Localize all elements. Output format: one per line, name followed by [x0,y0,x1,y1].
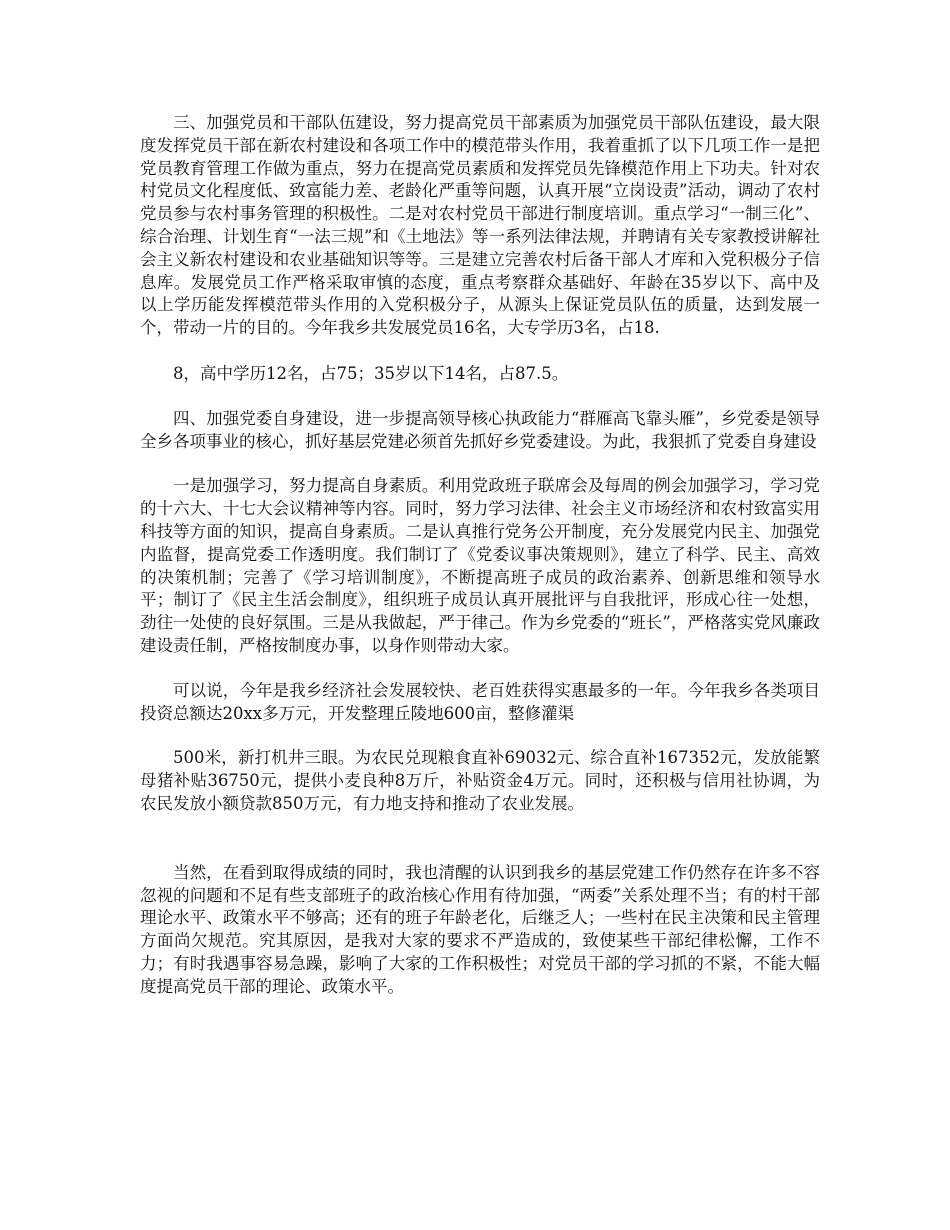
document-page [140,112,820,999]
paragraph-party-cadre-building: 三、加强党员和干部队伍建设，努力提高党员干部素质为加强党员干部队伍建设，最大限度发挥党员干部在新农村建设和各项工作中的模范带头作用，我着重抓了以下几项工作一是把党员教育管理工作做为重点，努力在提高党员素质和发挥党员先锋模范作用上下功夫。针对农村党员文化程度低、致富能力差、老龄化严重等问题，认真开展“立岗设责”活动，调动了农村党员参与农村事务管理的积极性。二是对农村党员干部进行制度培训。重点学习“一制三化”、综合治理、计划生育“一法三规”和《土地法》等一系列法律法规，并聘请有关专家教授讲解社会主义新农村建设和农业基础知识等等。三是建立完善农村后备干部人才库和入党积极分子信息库。发展党员工作严格采取审慎的态度，重点考察群众基础好、年龄在35岁以下、高中及以上学历能发挥模范带头作用的入党积极分子，从源头上保证党员队伍的质量，达到发展一个，带动一片的目的。今年我乡共发展党员16名，大专学历3名，占18. [140,113,820,338]
paragraph-education-stats: 8，高中学历12名，占75；35岁以下14名，占87.5。 [173,363,569,383]
paragraph-gap [140,725,820,747]
paragraph-problems: 当然，在看到取得成绩的同时，我也清醒的认识到我乡的基层党建工作仍然存在许多不容忽视的问题和不足有些支部班子的政治核心作用有待加强，“两委”关系处理不当；有的村干部理论水平、政策水平不够高；还有的班子年龄老化，后继乏人；一些村在民主决策和民主管理方面尚欠规范。究其原因，是我对大家的要求不严造成的，致使某些干部纪律松懈，工作不力；有时我遇事容易急躁，影响了大家的工作积极性；对党员干部的学习抓的不紧，不能大幅度提高党员干部的理论、政策水平。 [140,862,820,996]
paragraph-gap [140,453,820,475]
paragraph-gap [140,386,820,408]
paragraph-committee-building: 四、加强党委自身建设，进一步提高领导核心执政能力“群雁高飞靠头雁”，乡党委是领导全乡各项事业的核心，抓好基层党建必须首先抓好乡党委建设。为此，我狠抓了党委自身建设 [140,408,820,451]
paragraph-gap [140,340,820,363]
paragraph-self-improvement: 一是加强学习，努力提高自身素质。利用党政班子联席会及每周的例会加强学习，学习党的十六大、十七大会议精神等内容。同时，努力学习法律、社会主义市场经济和农村致富实用科技等方面的知识，提高自身素质。二是认真推行党务公开制度，充分发展党内民主、加强党内监督，提高党委工作透明度。我们制订了《党委议事决策规则》，建立了科学、民主、高效的决策机制；完善了《学习培训制度》，不断提高班子成员的政治素养、创新思维和领导水平；制订了《民主生活会制度》，组织班子成员认真开展批评与自我批评，形成心往一处想，劲往一处使的良好氛围。三是从我做起，严于律己。作为乡党委的“班长”，严格落实党风廉政建设责任制，严格按制度办事，以身作则带动大家。 [140,476,820,655]
paragraph-gap [140,816,820,862]
paragraph-subsidies: 500米，新打机井三眼。为农民兑现粮食直补69032元、综合直补167352元，发放能繁母猪补贴36750元，提供小麦良种8万斤，补贴资金4万元。同时，还积极与信用社协调，为农民发放小额贷款850万元，有力地支持和推动了农业发展。 [140,748,820,813]
paragraph-gap [140,658,820,680]
paragraph-economic-development: 可以说，今年是我乡经济社会发展较快、老百姓获得实惠最多的一年。今年我乡各类项目投资总额达20xx多万元，开发整理丘陵地600亩，整修灌渠 [140,680,820,723]
